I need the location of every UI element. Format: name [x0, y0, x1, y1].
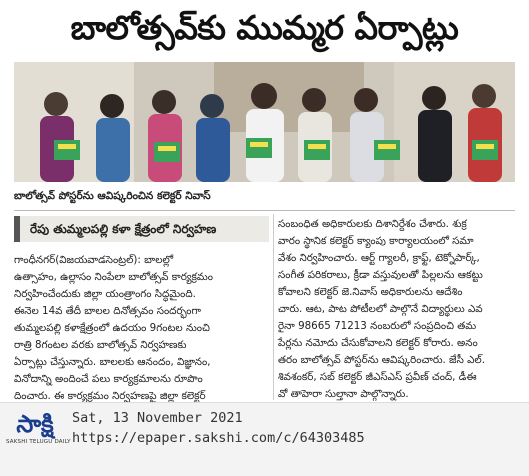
divider — [14, 210, 515, 211]
publication-date: Sat, 13 November 2021 — [72, 410, 243, 426]
photo-illustration — [14, 62, 515, 182]
text-line: వో తాహెరా సుల్తానా పాల్గొన్నారు. — [278, 388, 409, 400]
article-headline: బాలోత్సవ్‌కు ముమ్మర ఏర్పాట్లు — [70, 7, 459, 47]
text-line: గాంధీనగర్(విజయవాడసెంట్రల్): బాలల్లో — [14, 254, 174, 266]
text-line: చారు. ఆట, పాట పోటీలలో పాల్గొనే విద్యార్థులు ఎవ — [278, 303, 483, 315]
text-line: శివశంకర్, సబ్ కలెక్టర్ జీఎస్ఎస్ ప్రవీణ్ చంద్, డీఈ — [278, 371, 477, 383]
sakshi-logo[interactable] — [6, 408, 71, 450]
column-divider — [273, 214, 274, 400]
text-line: వారం స్థానిక కలెక్టర్ క్యాంపు కార్యాలయంలో సమా — [278, 235, 474, 247]
photo-caption: బాలోత్సవ్ పోస్టర్‌ను ఆవిష్కరించిన కలెక్టర్ నివాస్ — [14, 190, 211, 202]
text-line: పేర్లను నమోదు చేసుకోవాలని కలెక్టర్ కోరారు. అనం — [278, 337, 478, 349]
text-line: కోవాలని కలెక్టర్ జె.నివాస్ అధికారులను ఆదేశిం — [278, 286, 463, 298]
article-photo — [14, 62, 515, 182]
article-column-1 — [14, 252, 269, 405]
text-line: ఉత్సాహం, ఉల్లాసం నింపేలా బాలోత్సవ్ కార్యక్రమం — [14, 271, 214, 283]
text-line: తరం బాలోత్సవ్ పోస్టర్‌ను ఆవిష్కరించారు. జేసీ ఎల్. — [278, 354, 485, 366]
text-line: సంబంధిత అధికారులకు దిశానిర్దేశం చేశారు. శుక్ర — [278, 218, 467, 230]
text-line: నిర్వహించేందుకు జిల్లా యంత్రాంగం సిద్ధమైంది. — [14, 288, 196, 300]
logo-text: సాక్షి — [16, 410, 54, 438]
article-column-2 — [278, 216, 521, 403]
text-line: వినోదాన్ని అందించే పలు కార్యక్రమాలను రూపొం — [14, 373, 203, 385]
text-line: ఈనెల 14వ తేదీ బాలల దినోత్సవం సందర్భంగా — [14, 305, 202, 317]
text-line: ఏర్పాట్లు చేస్తున్నారు. బాలలకు ఆనందం, విజ్ఞానం, — [14, 356, 211, 368]
text-line: వేశం నిర్వహించారు. ఆర్ట్ గ్యాలరీ, క్రాఫ్ట్, టెక్నోపార్క్, — [278, 252, 480, 264]
text-line: రాత్రి 8గంటల వరకు బాలోత్సవ్ నిర్వహణకు — [14, 339, 187, 351]
article-subheadline: రేపు తుమ్మలపల్లి కళా క్షేత్రంలో నిర్వహణ — [14, 216, 269, 242]
text-line: దించారు. ఈ కార్యక్రమం నిర్వహణపై జిల్లా కలెక్టర్ — [14, 390, 206, 402]
logo-subtext: SAKSHI TELUGU DAILY — [6, 439, 71, 445]
text-line: తుమ్మలపల్లి కళాక్షేత్రంలో ఉదయం 9గంటల నుంచి — [14, 322, 210, 334]
text-line: రైనా 98665 71213 నంబరులో సంప్రదించి తమ — [278, 320, 477, 332]
text-line: సంగీత పరికరాలు, క్రీడా వస్తువులతో పిల్లలను ఆకట్టు — [278, 269, 483, 281]
epaper-link[interactable]: https://epaper.sakshi.com/c/64303485 — [72, 430, 365, 446]
